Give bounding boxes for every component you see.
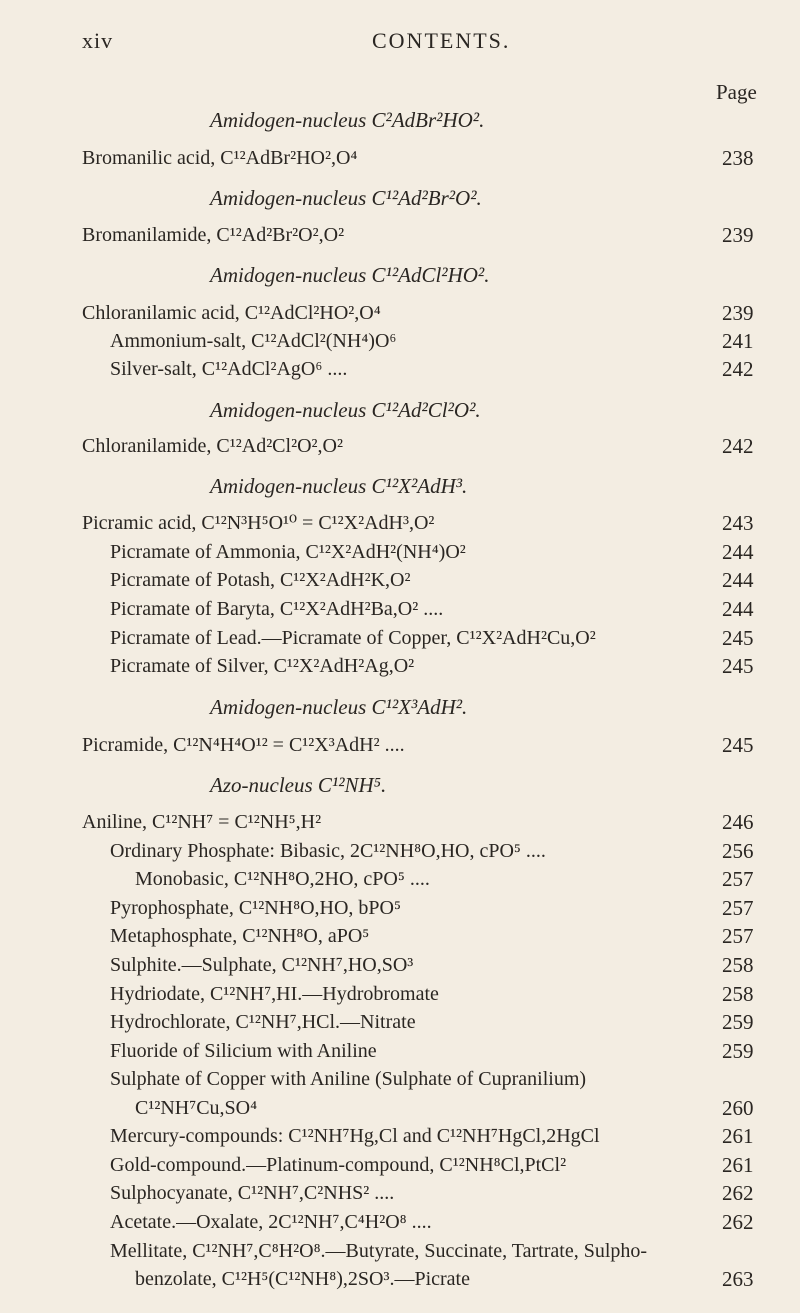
contents-entry: Gold-compound.—Platinum-compound, C¹²NH⁸Cl,PtCl² [110,1154,567,1176]
contents-entry: Hydrochlorate, C¹²NH⁷,HCl.—Nitrate [110,1011,416,1033]
page-number: xiv [82,28,114,53]
contents-entry: Hydriodate, C¹²NH⁷,HI.—Hydrobromate [110,983,439,1005]
contents-entry: Chloranilamic acid, C¹²AdCl²HO²,O⁴ [82,302,381,324]
entry-page-number: 239 [722,223,754,247]
entry-page-number: 257 [722,924,754,948]
contents-entry: Picramic acid, C¹²N³H⁵O¹⁰ = C¹²X²AdH³,O² [82,512,435,534]
page-title: CONTENTS. [372,28,511,53]
entry-page-number: 256 [722,839,754,863]
entry-page-number: 259 [722,1010,754,1034]
entry-page-number: 246 [722,810,754,834]
contents-entry: C¹²NH⁷Cu,SO⁴ [135,1097,258,1119]
nucleus-heading: Amidogen-nucleus C²AdBr²HO². [210,108,485,132]
contents-entry: Sulphocyanate, C¹²NH⁷,C²NHS² .... [110,1182,395,1204]
entry-page-number: 260 [722,1096,754,1120]
entry-page-number: 258 [722,982,754,1006]
entry-page-number: 244 [722,568,754,592]
contents-entry: Aniline, C¹²NH⁷ = C¹²NH⁵,H² [82,811,322,833]
entry-page-number: 262 [722,1181,754,1205]
contents-entry: Picramide, C¹²N⁴H⁴O¹² = C¹²X³AdH² .... [82,734,405,756]
entry-page-number: 259 [722,1039,754,1063]
entry-page-number: 245 [722,654,754,678]
nucleus-heading: Amidogen-nucleus C¹²X²AdH³. [210,474,468,498]
nucleus-heading: Azo-nucleus C¹²NH⁵. [210,773,387,797]
contents-entry: Sulphate of Copper with Aniline (Sulphate of Cupranilium) [110,1068,587,1090]
entry-page-number: 238 [722,146,754,170]
contents-entry: Picramate of Potash, C¹²X²AdH²K,O² [110,569,411,591]
contents-entry: Metaphosphate, C¹²NH⁸O, aPO⁵ [110,925,370,947]
entry-page-number: 258 [722,953,754,977]
page-column-label: Page [716,80,757,104]
contents-entry: Pyrophosphate, C¹²NH⁸O,HO, bPO⁵ [110,897,401,919]
contents-entry: Fluoride of Silicium with Aniline [110,1040,377,1062]
contents-entry: Silver-salt, C¹²AdCl²AgO⁶ .... [110,358,348,380]
contents-entry: Bromanilamide, C¹²Ad²Br²O²,O² [82,224,345,246]
entry-page-number: 262 [722,1210,754,1234]
entry-page-number: 239 [722,301,754,325]
entry-page-number: 245 [722,626,754,650]
entry-page-number: 244 [722,540,754,564]
entry-page-number: 243 [722,511,754,535]
contents-entry: Bromanilic acid, C¹²AdBr²HO²,O⁴ [82,147,358,169]
contents-entry: Picramate of Ammonia, C¹²X²AdH²(NH⁴)O² [110,541,466,563]
entry-page-number: 257 [722,896,754,920]
entry-page-number: 261 [722,1124,754,1148]
contents-entry: Picramate of Baryta, C¹²X²AdH²Ba,O² .... [110,598,444,620]
contents-entry: Mellitate, C¹²NH⁷,C⁸H²O⁸.—Butyrate, Succinate, Tartrate, Sulpho- [110,1240,648,1262]
entry-page-number: 242 [722,357,754,381]
contents-entry: Picramate of Lead.—Picramate of Copper, C¹²X²AdH²Cu,O² [110,627,596,649]
contents-entry: benzolate, C¹²H⁵(C¹²NH⁸),2SO³.—Picrate [135,1268,470,1290]
entry-page-number: 241 [722,329,754,353]
entry-page-number: 244 [722,597,754,621]
contents-entry: Picramate of Silver, C¹²X²AdH²Ag,O² [110,655,415,677]
contents-entry: Monobasic, C¹²NH⁸O,2HO, cPO⁵ .... [135,868,430,890]
contents-entry: Ordinary Phosphate: Bibasic, 2C¹²NH⁸O,HO, cPO⁵ .... [110,840,546,862]
entry-page-number: 242 [722,434,754,458]
entry-page-number: 263 [722,1267,754,1291]
contents-entry: Mercury-compounds: C¹²NH⁷Hg,Cl and C¹²NH⁷HgCl,2HgCl [110,1125,600,1147]
nucleus-heading: Amidogen-nucleus C¹²Ad²Cl²O². [210,398,481,422]
entry-page-number: 261 [722,1153,754,1177]
contents-entry: Acetate.—Oxalate, 2C¹²NH⁷,C⁴H²O⁸ .... [110,1211,432,1233]
contents-entry: Ammonium-salt, C¹²AdCl²(NH⁴)O⁶ [110,330,397,352]
entry-page-number: 257 [722,867,754,891]
nucleus-heading: Amidogen-nucleus C¹²Ad²Br²O². [210,186,482,210]
entry-page-number: 245 [722,733,754,757]
contents-entry: Sulphite.—Sulphate, C¹²NH⁷,HO,SO³ [110,954,414,976]
nucleus-heading: Amidogen-nucleus C¹²AdCl²HO². [210,263,490,287]
contents-entry: Chloranilamide, C¹²Ad²Cl²O²,O² [82,435,343,457]
nucleus-heading: Amidogen-nucleus C¹²X³AdH². [210,695,468,719]
